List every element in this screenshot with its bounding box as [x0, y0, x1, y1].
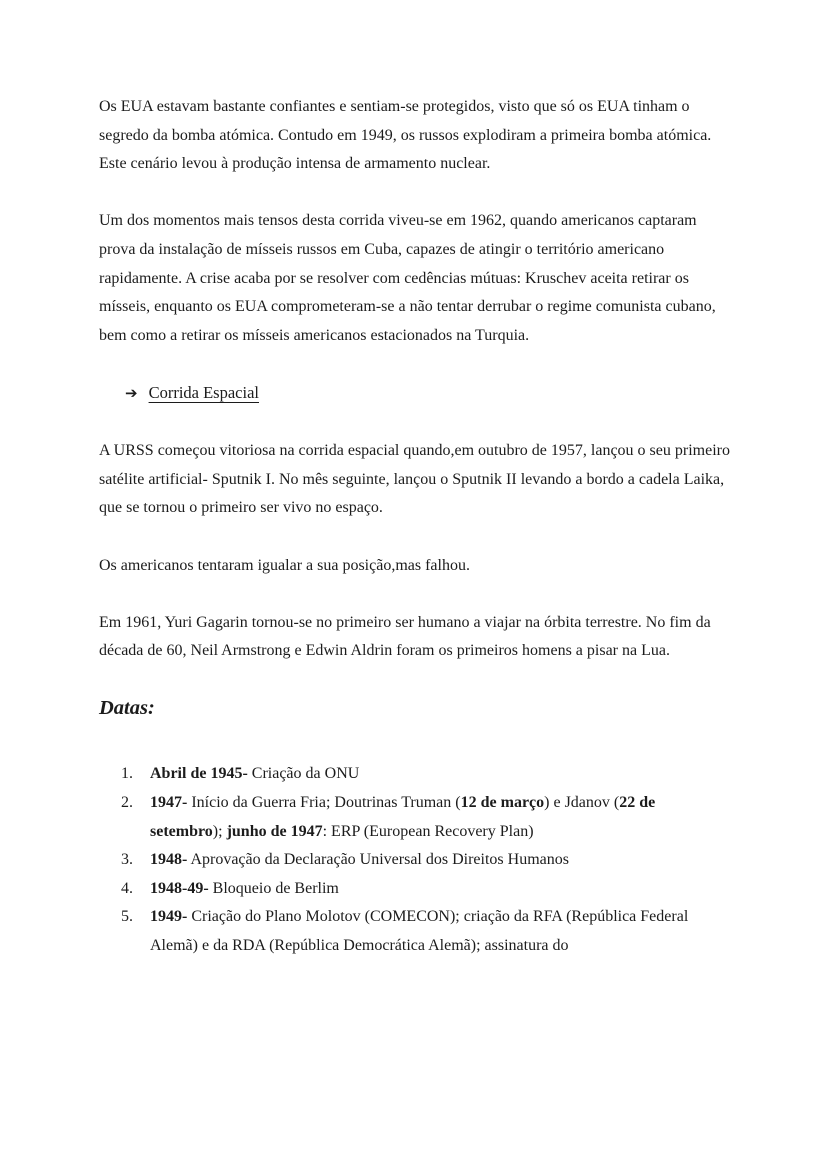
list-item-number: 1.: [121, 765, 133, 783]
paragraph-sputnik: A URSS começou vitoriosa na corrida espacial quando,em outubro de 1957, lançou o seu primeiro satélite artificial- Sputnik I. No mês seguinte, lançou o Sputnik II levando a bordo a cadela Laika, que se tornou o primeiro ser vivo no espaço.: [99, 442, 730, 517]
list-item-regular-text: );: [212, 822, 227, 840]
space-race-heading: [99, 379, 731, 409]
list-item-regular-text: Aprovação da Declaração Universal dos Direitos Humanos: [187, 851, 569, 869]
paragraph-atomic-bomb: Os EUA estavam bastante confiantes e sentiam-se protegidos, visto que só os EUA tinham o segredo da bomba atómica. Contudo em 1949, os russos explodiram a primeira bomba atómica. Este cenário levou à produção intensa de armamento nuclear.: [99, 98, 712, 173]
paragraph-gagarin-moon-landing: Em 1961, Yuri Gagarin tornou-se no primeiro ser humano a viajar na órbita terrestre. No fim da década de 60, Neil Armstrong e Edwin Aldrin foram os primeiros homens a pisar na Lua.: [99, 613, 711, 660]
paragraph-american-attempt: Os americanos tentaram igualar a sua posição,mas falhou.: [99, 556, 470, 574]
list-item-text: [150, 880, 339, 897]
list-item-bold-date: 22 de setembro: [150, 794, 656, 840]
list-item-regular-text: ) e Jdanov (: [544, 794, 620, 812]
list-item-bold-date: junho de 1947: [226, 822, 323, 840]
list-item: [99, 789, 731, 846]
list-item: [99, 760, 731, 789]
list-item-number: 5.: [121, 908, 133, 926]
paragraph-cuban-missile-crisis: Um dos momentos mais tensos desta corrida viveu-se em 1962, quando americanos captaram prova da instalação de mísseis russos em Cuba, capazes de atingir o território americano rapidamente. A crise acaba por se resolver com cedências mútuas: Kruschev aceita retirar os mísseis, enquanto os EUA comprometeram-se a não tentar derrubar o regime comunista cubano, bem como a retirar os mísseis americanos estacionados na Turquia.: [99, 212, 716, 344]
dates-list: [99, 760, 731, 960]
list-item-bold-date: 1947-: [150, 794, 188, 812]
list-item-regular-text: Início da Guerra Fria; Doutrinas Truman (: [187, 794, 461, 812]
list-item: [99, 846, 731, 875]
list-item-number: 4.: [121, 879, 133, 897]
arrow-right-icon: ➔: [125, 383, 138, 402]
list-item-regular-text: Criação da ONU: [247, 765, 360, 783]
dates-heading: Datas:: [99, 697, 155, 720]
list-item: [99, 875, 731, 904]
space-race-heading-label: Corrida Espacial: [148, 382, 259, 402]
list-item-text: [150, 851, 569, 868]
list-item-number: 2.: [121, 794, 133, 812]
list-item-bold-date: 12 de março: [460, 794, 545, 812]
list-item-bold-date: 1948-: [150, 851, 188, 869]
list-item-text: [150, 908, 688, 954]
list-item-regular-text: : ERP (European Recovery Plan): [322, 822, 534, 840]
list-item-regular-text: Criação do Plano Molotov (COMECON); criação da RFA (República Federal Alemã) e da RDA (República Democrática Alemã); assinatura do: [150, 908, 689, 955]
list-item-text: [150, 794, 655, 840]
list-item: [99, 903, 731, 960]
list-item-bold-date: 1948-49-: [150, 879, 209, 897]
list-item-number: 3.: [121, 851, 133, 869]
list-item-regular-text: Bloqueio de Berlim: [208, 879, 339, 897]
list-item-bold-date: 1949-: [150, 908, 188, 926]
list-item-text: [150, 765, 359, 782]
list-item-bold-date: Abril de 1945-: [150, 765, 248, 783]
